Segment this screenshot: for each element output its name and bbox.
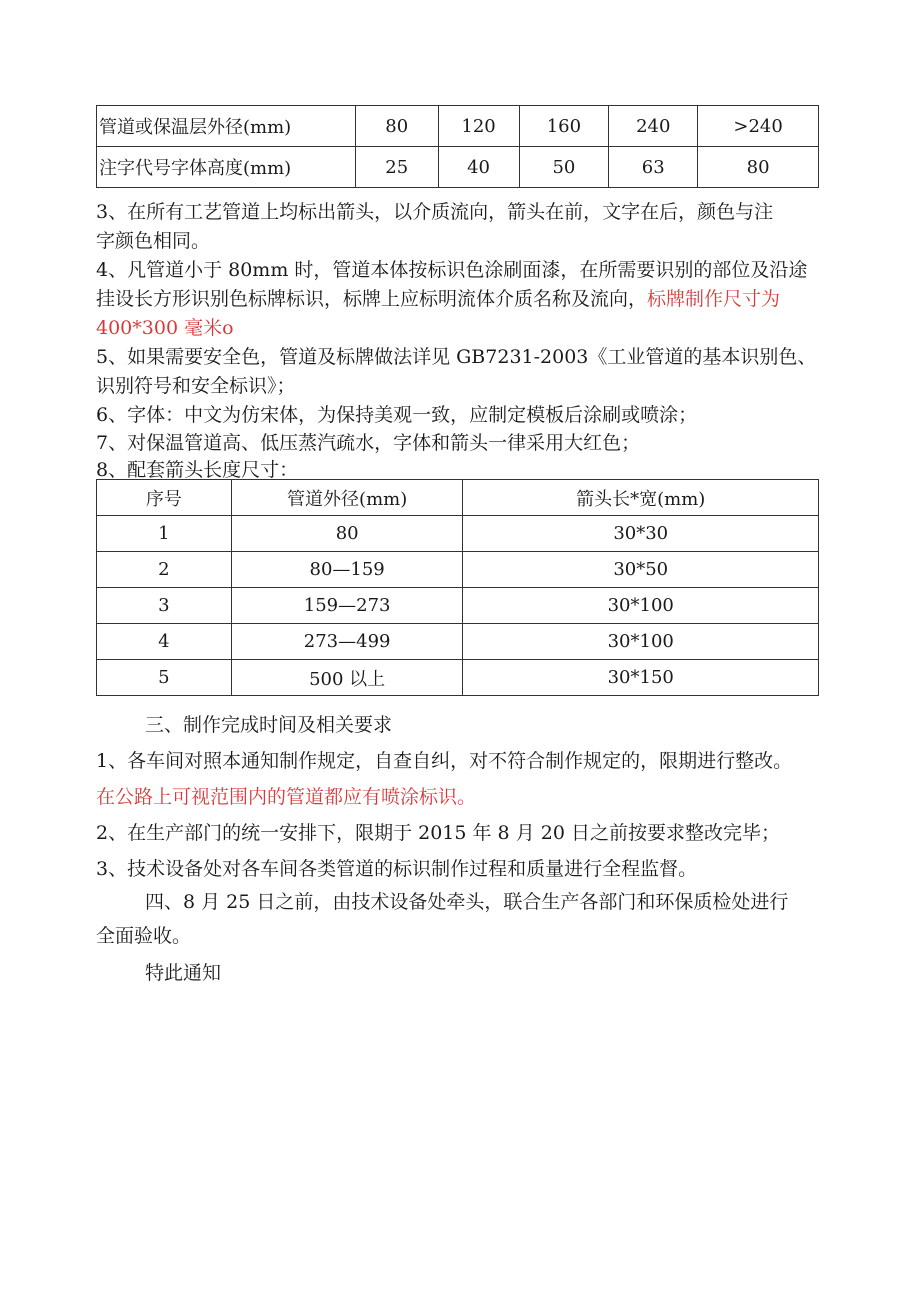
section-3-item-3: 3、技术设备处对各车间各类管道的标识制作过程和质量进行全程监督。 — [96, 858, 698, 880]
table-cell: 80—159 — [231, 552, 463, 588]
section-3-item-1: 1、各车间对照本通知制作规定，自查自纠，对不符合制作规定的，限期进行整改。 — [96, 750, 793, 772]
section-3-item-2: 2、在生产部门的统一安排下，限期于 2015 年 8 月 20 日之前按要求整改完毕； — [96, 822, 780, 844]
arrow-size-table — [96, 479, 819, 696]
section-4-line-1: 四、8 月 25 日之前，由技术设备处牵头，联合生产各部门和环保质检处进行 — [145, 891, 789, 913]
table-cell: 30*150 — [463, 660, 819, 696]
table-cell: 1 — [97, 516, 232, 552]
table-header-cell: 管道外径(mm) — [231, 480, 463, 516]
paragraph-4-line-3: 400*300 毫米o — [96, 317, 234, 339]
table-header-cell: 序号 — [97, 480, 232, 516]
table-header-row — [97, 480, 819, 516]
section-3-item-1-red-note: 在公路上可视范围内的管道都应有喷涂标识。 — [96, 786, 477, 808]
table-cell: 5 — [97, 660, 232, 696]
table-cell: 管道或保温层外径(mm) — [97, 106, 356, 147]
table-cell: 80 — [698, 147, 819, 188]
paragraph-7: 7、对保温管道高、低压蒸汽疏水，字体和箭头一律采用大红色； — [96, 432, 641, 454]
table-row — [97, 516, 819, 552]
table-cell: 273—499 — [231, 624, 463, 660]
table-cell: 160 — [519, 106, 609, 147]
paragraph-3-line-1: 3、在所有工艺管道上均标出箭头，以介质流向，箭头在前，文字在后，颜色与注 — [96, 201, 774, 223]
table-cell: 30*100 — [463, 624, 819, 660]
table-cell: 4 — [97, 624, 232, 660]
table-cell: 25 — [355, 147, 438, 188]
table-cell: >240 — [698, 106, 819, 147]
table-cell: 80 — [355, 106, 438, 147]
table-cell: 注字代号字体高度(mm) — [97, 147, 356, 188]
table-row — [97, 147, 819, 188]
section-3-heading: 三、制作完成时间及相关要求 — [145, 714, 393, 736]
table-cell: 80 — [231, 516, 463, 552]
table-cell: 50 — [519, 147, 609, 188]
highlighted-size-note: 标牌制作尺寸为 — [647, 288, 781, 310]
paragraph-6: 6、字体：中文为仿宋体，为保持美观一致，应制定模板后涂刷或喷涂； — [96, 404, 698, 426]
paragraph-3-line-2: 字颜色相同。 — [96, 230, 211, 252]
table-row — [97, 624, 819, 660]
table-cell: 240 — [609, 106, 698, 147]
table-cell: 63 — [609, 147, 698, 188]
paragraph-4-line-1: 4、凡管道小于 80mm 时，管道本体按标识色涂刷面漆，在所需要识别的部位及沿途 — [96, 259, 808, 281]
table-row — [97, 552, 819, 588]
table-row — [97, 588, 819, 624]
table-cell: 159—273 — [231, 588, 463, 624]
paragraph-5-line-2: 识别符号和安全标识》； — [96, 375, 296, 397]
table-cell: 30*100 — [463, 588, 819, 624]
section-4-line-2: 全面验收。 — [96, 925, 192, 947]
table-cell: 30*50 — [463, 552, 819, 588]
table-cell: 120 — [438, 106, 519, 147]
paragraph-4-text: 挂设长方形识别色标牌标识，标牌上应标明流体介质名称及流向， — [96, 288, 648, 310]
paragraph-8: 8、配套箭头长度尺寸： — [96, 459, 299, 481]
table-cell: 500 以上 — [231, 660, 463, 696]
table-cell: 2 — [97, 552, 232, 588]
table-row — [97, 106, 819, 147]
table-row — [97, 660, 819, 696]
paragraph-5-line-1: 5、如果需要安全色，管道及标牌做法详见 GB7231-2003《工业管道的基本识别色、 — [96, 346, 817, 368]
table-cell: 30*30 — [463, 516, 819, 552]
closing-text: 特此通知 — [145, 962, 222, 984]
table-header-cell: 箭头长*宽(mm) — [463, 480, 819, 516]
paragraph-4-line-2 — [96, 284, 780, 311]
table-cell: 3 — [97, 588, 232, 624]
pipe-diameter-font-table — [96, 105, 819, 188]
table-cell: 40 — [438, 147, 519, 188]
